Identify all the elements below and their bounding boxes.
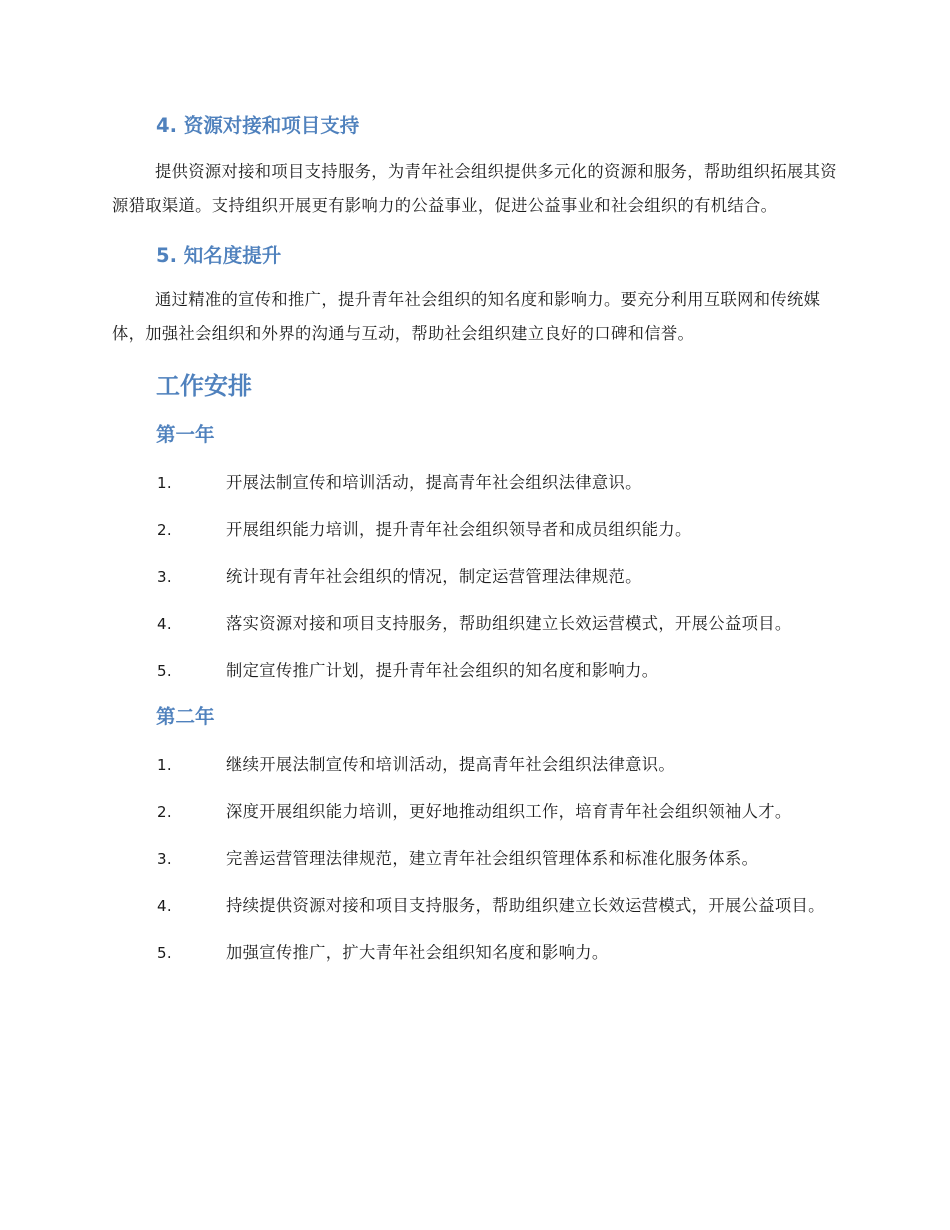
list-item-text: 完善运营管理法律规范，建立青年社会组织管理体系和标准化服务体系。 bbox=[226, 849, 759, 868]
document-page bbox=[112, 0, 840, 970]
year-2-heading: 第二年 bbox=[156, 705, 215, 728]
list-item-number: 3. bbox=[157, 568, 173, 586]
list-item-text: 制定宣传推广计划，提升青年社会组织的知名度和影响力。 bbox=[226, 661, 659, 680]
list-item-text: 统计现有青年社会组织的情况，制定运营管理法律规范。 bbox=[226, 567, 642, 586]
list-item-number: 5. bbox=[157, 662, 173, 680]
list-item bbox=[112, 795, 840, 829]
list-item bbox=[112, 607, 840, 641]
list-item-number: 4. bbox=[157, 615, 173, 633]
year-1-heading: 第一年 bbox=[156, 423, 215, 446]
list-item-number: 1. bbox=[157, 474, 173, 492]
list-item-number: 1. bbox=[157, 756, 173, 774]
section-4-paragraph: 提供资源对接和项目支持服务，为青年社会组织提供多元化的资源和服务，帮助组织拓展其资源猎取渠道。支持组织开展更有影响力的公益事业，促进公益事业和社会组织的有机结合。 bbox=[112, 162, 837, 215]
list-item-text: 加强宣传推广，扩大青年社会组织知名度和影响力。 bbox=[226, 943, 609, 962]
list-item-number: 5. bbox=[157, 944, 173, 962]
list-item bbox=[112, 513, 840, 547]
list-item bbox=[112, 936, 840, 970]
list-item bbox=[112, 748, 840, 782]
list-item-text: 持续提供资源对接和项目支持服务，帮助组织建立长效运营模式，开展公益项目。 bbox=[226, 896, 825, 915]
list-item-text: 继续开展法制宣传和培训活动，提高青年社会组织法律意识。 bbox=[226, 755, 676, 774]
list-item bbox=[112, 560, 840, 594]
list-item-number: 2. bbox=[157, 521, 173, 539]
work-plan-heading: 工作安排 bbox=[156, 372, 252, 400]
list-item bbox=[112, 466, 840, 500]
list-item-number: 3. bbox=[157, 850, 173, 868]
list-item-text: 开展组织能力培训，提升青年社会组织领导者和成员组织能力。 bbox=[226, 520, 692, 539]
list-item bbox=[112, 889, 840, 923]
list-item-number: 4. bbox=[157, 897, 173, 915]
list-item-text: 落实资源对接和项目支持服务，帮助组织建立长效运营模式，开展公益项目。 bbox=[226, 614, 792, 633]
list-item bbox=[112, 842, 840, 876]
section-5-heading: 5. 知名度提升 bbox=[156, 244, 282, 267]
list-item-text: 深度开展组织能力培训，更好地推动组织工作，培育青年社会组织领袖人才。 bbox=[226, 802, 792, 821]
list-item-text: 开展法制宣传和培训活动，提高青年社会组织法律意识。 bbox=[226, 473, 642, 492]
section-4-heading: 4. 资源对接和项目支持 bbox=[156, 114, 360, 137]
list-item bbox=[112, 654, 840, 688]
list-item-number: 2. bbox=[157, 803, 173, 821]
section-5-paragraph: 通过精准的宣传和推广，提升青年社会组织的知名度和影响力。要充分利用互联网和传统媒体，加强社会组织和外界的沟通与互动，帮助社会组织建立良好的口碑和信誉。 bbox=[112, 290, 821, 343]
